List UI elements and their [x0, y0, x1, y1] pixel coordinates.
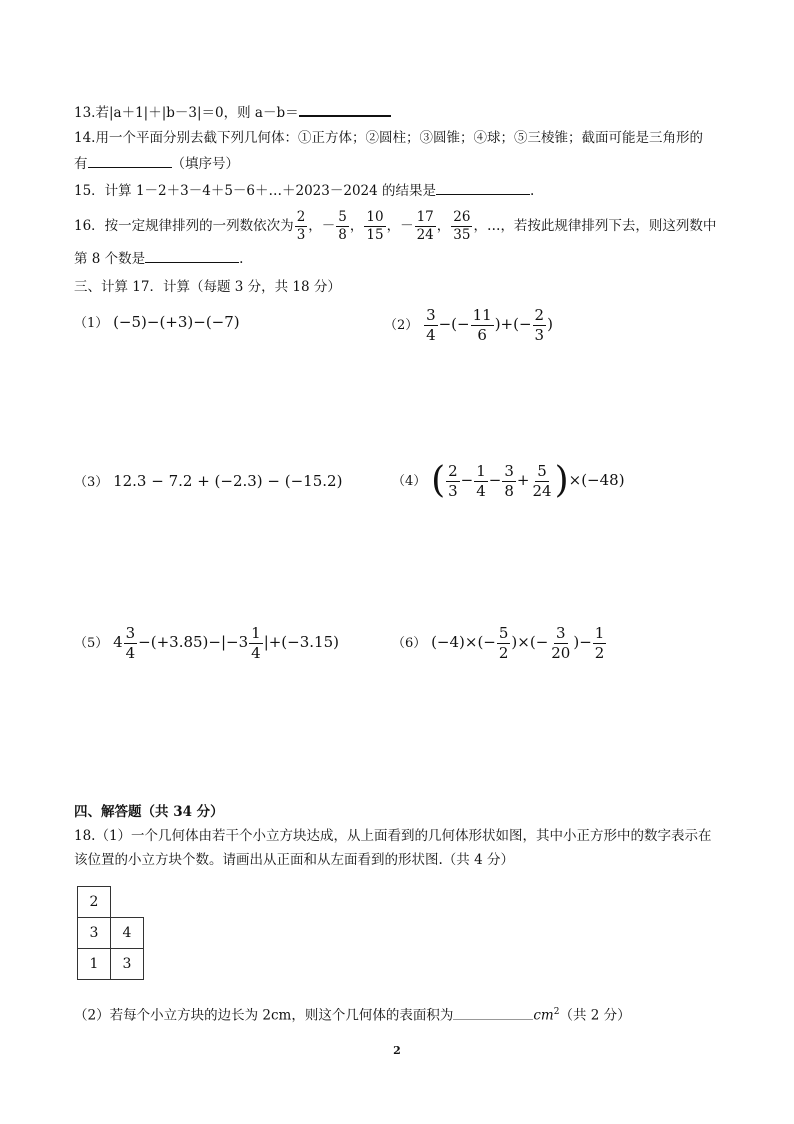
- calc-1-expr: (−5)−(+3)−(−7): [113, 313, 240, 331]
- q15-answer-blank[interactable]: [436, 182, 530, 195]
- question-14-line1: 14.用一个平面分别去截下列几何体：①正方体；②圆柱；③圆锥；④球；⑤三棱锥；截面可能是三角形的: [74, 130, 703, 146]
- question-13: [74, 103, 391, 122]
- calc-4-frac-4: $\frac{5}{24}$: [532, 461, 552, 500]
- q13-answer-blank[interactable]: [299, 103, 391, 117]
- calc-6-mid2: )−: [573, 633, 592, 651]
- q15-text: 15．计算 1－2＋3－4＋5－6＋…＋2023－2024 的结果是: [74, 183, 437, 199]
- section-4-heading: 四、解答题（共 34 分）: [74, 804, 224, 820]
- calc-4: （4） ( $\frac{2}{3}$ − $\frac{1}{4}$ − $\frac{3}{8}$ + $\frac{5}{24}$ )×(−48): [392, 460, 625, 501]
- question-18-line2: 该位置的小立方块个数。请画出从正面和从左面看到的形状图.（共 4 分）: [74, 852, 514, 868]
- calc-5-frac-2: $\frac{1}{4}$: [251, 623, 261, 662]
- calc-2-label: （2）: [384, 318, 419, 333]
- q16-fraction: $\frac{17}{24}$: [416, 208, 434, 243]
- q18-part2-unit-sup: 2: [553, 1007, 560, 1017]
- q16-separator: ，: [386, 218, 401, 234]
- calc-6-frac-2: $\frac{3}{20}$: [551, 623, 571, 662]
- question-18-part2: [74, 1003, 631, 1025]
- grid-cell: 1: [78, 949, 111, 980]
- q16-separator: ，: [473, 218, 487, 234]
- calc-5: [74, 622, 339, 664]
- grid-cell: 3: [78, 918, 111, 949]
- q14-prefix: 有: [74, 156, 88, 172]
- calc-1-label: （1）: [74, 316, 109, 331]
- q18-part2-answer-blank[interactable]: [453, 1007, 533, 1020]
- q16-separator: ，: [436, 218, 451, 234]
- question-15: [74, 182, 534, 200]
- section-3-heading: 三、计算 17．计算（每题 3 分，共 18 分）: [74, 279, 341, 295]
- q16-fraction: $\frac{10}{15}$: [366, 208, 384, 243]
- calc-6-frac-3: $\frac{1}{2}$: [594, 623, 605, 662]
- calc-5-label: （5）: [74, 636, 109, 651]
- page-number: 2: [393, 1044, 401, 1057]
- calc-3-expr: 12.3 − 7.2 + (−2.3) − (−15.2): [113, 472, 343, 490]
- q16-fraction: $\frac{26}{35}$: [453, 208, 471, 243]
- top-view-grid: [77, 886, 144, 980]
- calc-2-frac-a: $\frac{3}{4}$: [426, 305, 436, 344]
- q16-line2-suffix: .: [239, 251, 244, 267]
- calc-2-frac-b: $\frac{11}{6}$: [472, 305, 492, 344]
- q14-answer-blank[interactable]: [88, 155, 172, 168]
- calc-6-frac-1: $\frac{5}{2}$: [498, 623, 509, 662]
- question-16: [74, 206, 716, 246]
- q16-text: 16．按一定规律排列的一列数依次为: [74, 218, 294, 234]
- calc-4-tail: ×(−48): [568, 471, 625, 489]
- q16-line2-text: 第 8 个数是: [74, 251, 146, 267]
- q18-part2-unit: cm: [533, 1007, 554, 1024]
- calc-4-label: （4）: [392, 474, 427, 489]
- calc-2: [384, 304, 553, 346]
- q16-suffix: …，若按此规律排列下去，则这列数中: [486, 218, 717, 234]
- q16-fraction: $\frac{5}{8}$: [338, 208, 347, 243]
- calc-3-label: （3）: [74, 475, 109, 490]
- calc-4-left-paren: (: [431, 460, 446, 501]
- calc-2-end: ): [547, 315, 553, 333]
- grid-row: [78, 918, 144, 949]
- grid-cell: 3: [111, 949, 144, 980]
- grid-row: [78, 887, 144, 918]
- q16-fraction: $\frac{2}{3}$: [296, 208, 306, 243]
- q16-sign: －: [400, 218, 414, 234]
- calc-5-frac-1: $\frac{3}{4}$: [125, 623, 136, 662]
- calc-6-start: (−4)×(−: [431, 633, 496, 651]
- calc-5-mid: −(+3.85)−|−3: [138, 633, 249, 651]
- grid-row: [78, 949, 144, 980]
- calc-1: [74, 313, 240, 333]
- question-14-line2: [74, 155, 239, 173]
- calc-2-op1: −(−: [438, 315, 470, 333]
- question-16-line2: [74, 250, 243, 268]
- q16-sign: －: [321, 218, 336, 234]
- calc-6-label: （6）: [392, 636, 427, 651]
- q16-sequence: [294, 208, 487, 243]
- calc-2-op2: )+(−: [494, 315, 532, 333]
- q16-answer-blank[interactable]: [145, 250, 239, 263]
- calc-3: [74, 472, 342, 492]
- calc-5-whole: 4: [113, 633, 123, 651]
- q18-part2-text: （2）若每个小立方块的边长为 2cm，则这个几何体的表面积为: [74, 1007, 454, 1024]
- q15-suffix: .: [530, 183, 535, 199]
- calc-4-frac-1: $\frac{2}{3}$: [448, 461, 458, 500]
- grid-cell-empty: [111, 887, 144, 918]
- q16-separator: ，: [349, 218, 364, 234]
- calc-4-right-paren: ): [554, 460, 569, 501]
- grid-cell: 2: [78, 887, 111, 918]
- calc-4-frac-2: $\frac{1}{4}$: [476, 461, 486, 500]
- grid-cell: 4: [111, 918, 144, 949]
- calc-5-tail: |+(−3.15): [263, 633, 339, 651]
- calc-4-frac-3: $\frac{3}{8}$: [504, 461, 514, 500]
- calc-2-frac-c: $\frac{2}{3}$: [534, 305, 545, 344]
- q16-separator: ，: [308, 218, 322, 234]
- q14-suffix: （填序号）: [171, 156, 239, 172]
- calc-6-mid: )×(−: [511, 633, 549, 651]
- q13-text: 13.若|a＋1|＋|b－3|＝0，则 a－b＝: [74, 105, 299, 121]
- q18-part2-suffix: （共 2 分）: [559, 1007, 631, 1024]
- calc-6: [392, 622, 607, 664]
- question-18-line1: 18.（1）一个几何体由若干个小立方块达成，从上面看到的几何体形状如图，其中小正方形中的数字表示在: [74, 828, 712, 844]
